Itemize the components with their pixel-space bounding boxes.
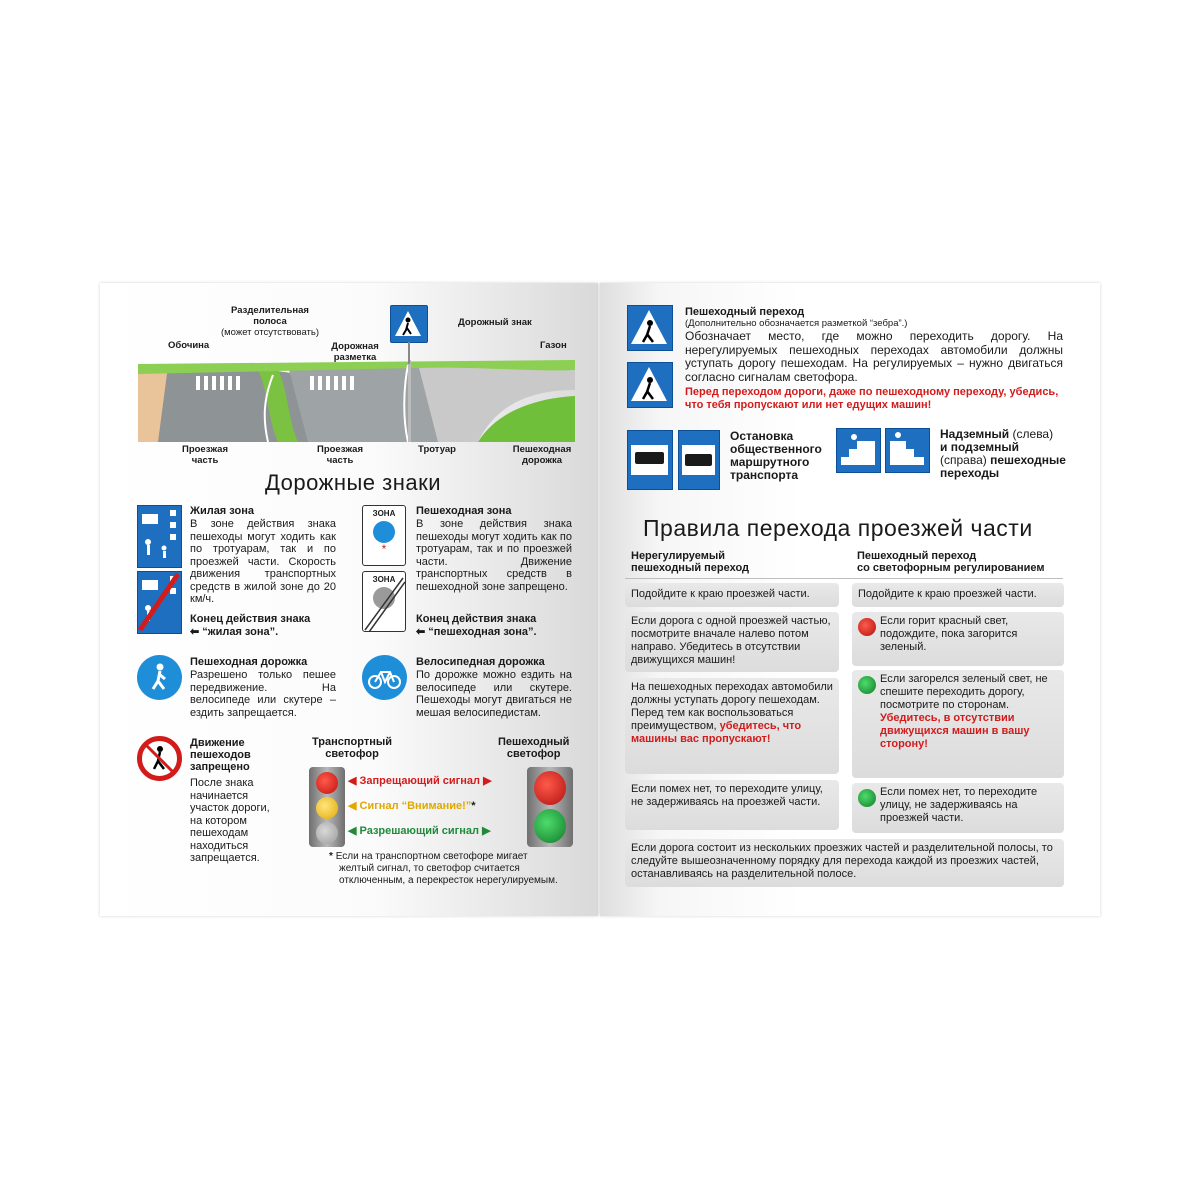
pedestrian-crossing-icon (628, 306, 671, 349)
living-zone-sign (137, 505, 182, 568)
lawn-label: Газон (540, 340, 567, 351)
crossing-sign-small (390, 305, 428, 343)
ped-zone-sign: ЗОНА * (362, 505, 406, 566)
bikepath-text: По дорожке можно ездить на велосипеде или скутере. Пешеходы могут двигаться не мешая велосипедистам. (416, 669, 572, 719)
ped-zone-end-sign: ЗОНА (362, 571, 406, 632)
no-pedestrians-sign (137, 736, 182, 781)
bicycle-icon (362, 655, 407, 700)
section-title-signs: Дорожные знаки (265, 470, 442, 495)
tram-icon (682, 445, 715, 475)
ped-zone-title: Пешеходная зона (416, 505, 512, 517)
lights-footnote: * Если на транспортном светофоре мигает желтый сигнал, то светофор считается отключенным, а перекресток нерегулируемым. (329, 851, 558, 886)
walking-person-icon (137, 655, 182, 700)
tram-stop-sign (678, 430, 720, 490)
green-signal-label: ◀ Разрешающий сигнал ▶ (348, 825, 491, 837)
pedestrian-icon (373, 521, 395, 543)
crossing-sign-2 (627, 362, 673, 408)
asterisk-icon: * (381, 542, 387, 556)
shoulder-label: Обочина (168, 340, 210, 351)
crossing-note: (Дополнительно обозначается разметкой “зебра”.) (685, 318, 908, 329)
sign-post (408, 342, 410, 364)
transport-light (309, 767, 345, 847)
ped-zone-text: В зоне действия знака пешеходы могут ходить как по тротуарам, так и по проезжей части. Движение транспортных средств в пешеходной зоне запрещено. (416, 518, 572, 593)
living-zone-end-quote: ⬅ “жилая зона”. (190, 626, 279, 638)
red-person-icon (534, 771, 566, 805)
arrow-left-icon: ⬅ (416, 626, 429, 638)
crossing-warning: Перед переходом дороги, даже по пешеходному переходу, убедись, что тебя пропускают или нет едущих машин! (685, 386, 1059, 411)
crossing-text: Обозначает место, где можно переходить дорогу. На нерегулируемых пешеходных переходах автомобили должны уступать дорогу пешеходам. На регулируемых – нужно двигаться согласно сигналам светофора. (685, 329, 1063, 384)
carriageway-label-1: Проезжая часть (182, 444, 228, 466)
right-card-4: Если помех нет, то переходите улицу, не задерживаясь на проезжей части. (852, 783, 1064, 833)
footpath-label: Пешеходная дорожка (512, 444, 572, 466)
road-sign-label: Дорожный знак (458, 317, 532, 328)
left-card-1: Подойдите к краю проезжей части. (625, 583, 839, 607)
green-person-icon (858, 676, 876, 694)
divider-label: Разделительная полоса (может отсутствовать) (220, 305, 320, 338)
left-card-2: Если дорога с одной проезжей частью, посмотрите вначале налево потом направо. Убедитесь в отсутствии движущихся машин! (625, 612, 839, 672)
left-card-4: Если помех нет, то переходите улицу, не задерживаясь на проезжей части. (625, 780, 839, 830)
double-arrow-icon: ◀ (348, 775, 360, 787)
stop-label: Остановка общественного маршрутного транспорта (730, 429, 822, 482)
ped-light-title: Пешеходный светофор (498, 736, 570, 760)
crossing-title: Пешеходный переход (685, 306, 805, 318)
living-zone-text: В зоне действия знака пешеходы могут ходить как по тротуарам, так и по проезжей части. Скорость движения транспортных средств в жилой зоне до 20 км/ч. (190, 518, 336, 605)
bottom-card: Если дорога состоит из нескольких проезжих частей и разделительной полосы, то следуйте вышеозначенному порядку для перехода каждой из проезжих частей, останавливаясь на разделительной полосе. (625, 839, 1064, 887)
overpass-sign (836, 428, 881, 473)
yellow-lamp-icon (316, 797, 338, 819)
bus-icon (631, 445, 668, 475)
footpath-title: Пешеходная дорожка (190, 656, 308, 668)
carriageway-label-2: Проезжая часть (317, 444, 363, 466)
green-lamp-off-icon (316, 822, 338, 844)
bus-stop-sign (627, 430, 673, 490)
living-zone-end-icon (138, 572, 180, 632)
sidewalk-label: Тротуар (418, 444, 456, 455)
strike-lines-icon (363, 572, 406, 632)
stairs-up-icon (837, 429, 879, 471)
ped-light (527, 767, 573, 847)
bikepath-sign (362, 655, 407, 700)
no-pedestrians-icon (142, 741, 177, 776)
green-person-icon (534, 809, 566, 843)
red-lamp-icon (316, 772, 338, 794)
living-zone-end-sign (137, 571, 182, 634)
right-card-3: Если загорелся зеленый свет, не спешите переходить дорогу, посмотрите по сторонам. Убедитесь, в отсутствии движущихся машин в вашу сторону! (852, 670, 1064, 778)
ped-zone-end-title: Конец действия знака (416, 613, 537, 625)
col-left-title: Нерегулируемый пешеходный переход (631, 550, 750, 574)
ped-zone-end-quote: ⬅ “пешеходная зона”. (416, 626, 537, 638)
arrow-left-icon: ⬅ (190, 626, 203, 638)
left-card-3: На пешеходных переходах автомобили должны уступать дорогу пешеходам. Перед тем как воспользоваться преимуществом, убедитесь, что машины вас пропускают! (625, 678, 839, 774)
bikepath-title: Велосипедная дорожка (416, 656, 545, 668)
red-signal-label: ◀ Запрещающий сигнал ▶ (348, 775, 492, 787)
stairs-down-icon (886, 429, 928, 471)
living-zone-title: Жилая зона (190, 505, 254, 517)
col-right-title: Пешеходный переход со светофорным регулированием (857, 550, 1045, 574)
green-person-icon (858, 789, 876, 807)
right-card-2: Если горит красный свет, подождите, пока загорится зеленый. (852, 612, 1064, 666)
right-card-1: Подойдите к краю проезжей части. (852, 583, 1064, 607)
no-pedestrians-text: После знака начинается участок дороги, на котором пешеходам находиться запрещается. (190, 777, 270, 864)
divider-line (625, 578, 1063, 579)
pedestrian-crossing-icon (628, 363, 671, 406)
footpath-sign (137, 655, 182, 700)
double-arrow-icon: ◀ (348, 825, 360, 837)
pedestrian-crossing-icon (391, 306, 426, 341)
yellow-signal-label: ◀ Сигнал “Внимание!”* (348, 800, 476, 812)
overpass-label: Надземный (слева) и подземный (справа) пешеходные переходы (940, 427, 1066, 480)
rules-title: Правила перехода проезжей части (643, 515, 1033, 541)
living-zone-end-title: Конец действия знака (190, 613, 311, 625)
crossing-sign-1 (627, 305, 673, 351)
no-pedestrians-title: Движение пешеходов запрещено (190, 737, 251, 773)
underpass-sign (885, 428, 930, 473)
transport-light-title: Транспортный светофор (312, 736, 393, 760)
red-person-icon (858, 618, 876, 636)
road-illustration (138, 360, 575, 442)
living-zone-icon (138, 506, 180, 566)
footpath-text: Разрешено только пешее передвижение. На велосипеде или скутере – ездить запрещается. (190, 669, 336, 719)
arrow-left-icon: ◀ (348, 800, 360, 812)
marking-label: Дорожная разметка (331, 341, 379, 363)
